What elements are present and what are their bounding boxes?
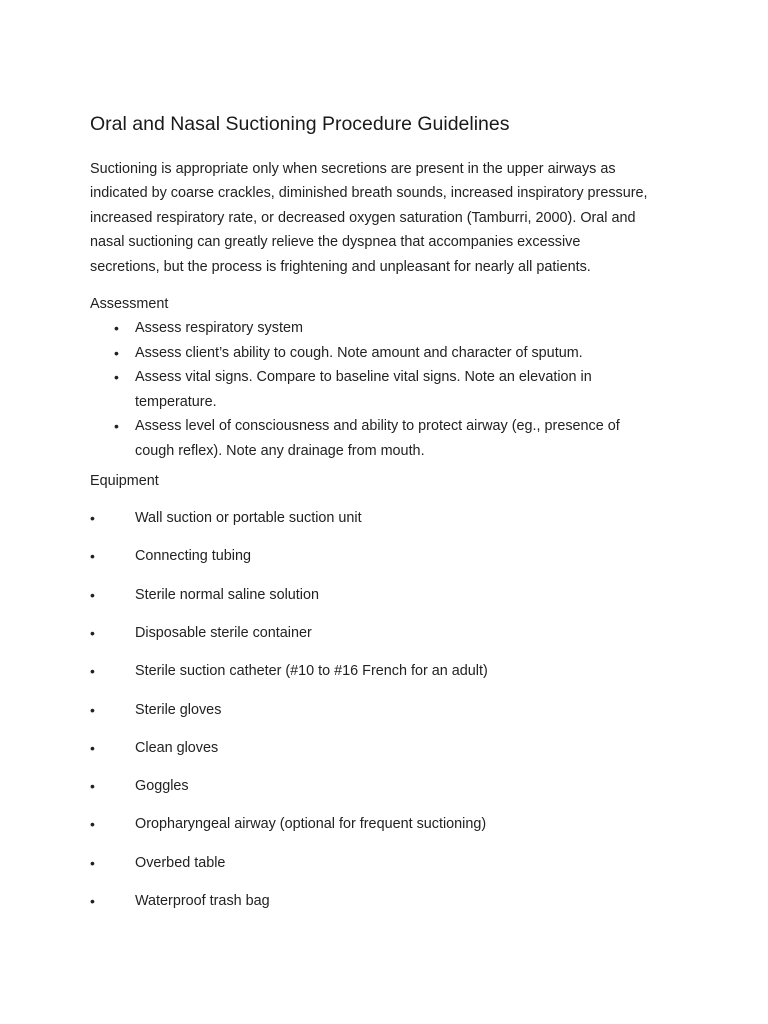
- assessment-item-text: Assess respiratory system: [135, 320, 303, 336]
- bullet-icon: •: [90, 893, 95, 909]
- intro-line: increased respiratory rate, or decreased oxygen saturation (Tamburri, 2000). Oral and: [90, 209, 636, 226]
- assessment-item-text: cough reflex). Note any drainage from mouth.: [135, 442, 425, 459]
- equipment-item-text: Wall suction or portable suction unit: [135, 510, 362, 526]
- assessment-heading: Assessment: [90, 296, 169, 312]
- page-title: Oral and Nasal Suctioning Procedure Guidelines: [90, 113, 510, 135]
- equipment-item-text: Sterile normal saline solution: [135, 586, 319, 603]
- bullet-icon: •: [90, 624, 95, 641]
- assessment-item-text: Assess vital signs. Compare to baseline vital signs. Note an elevation in: [135, 369, 592, 386]
- equipment-item-text: Waterproof trash bag: [135, 893, 270, 909]
- assessment-item-text: Assess client’s ability to cough. Note amount and character of sputum.: [135, 344, 583, 361]
- intro-line: indicated by coarse crackles, diminished breath sounds, increased inspiratory pressure,: [90, 185, 648, 202]
- assessment-item-text: Assess level of consciousness and ability to protect airway (eg., presence of: [135, 418, 620, 435]
- equipment-item-text: Overbed table: [135, 854, 226, 871]
- bullet-icon: •: [90, 548, 95, 565]
- equipment-item-text: Goggles: [135, 778, 189, 795]
- bullet-icon: •: [90, 778, 95, 795]
- bullet-icon: •: [114, 320, 119, 336]
- bullet-icon: •: [114, 369, 119, 386]
- bullet-icon: •: [90, 739, 95, 756]
- bullet-icon: •: [90, 663, 95, 680]
- bullet-icon: •: [90, 816, 95, 833]
- equipment-item-text: Connecting tubing: [135, 548, 252, 565]
- intro-paragraph: [90, 157, 690, 279]
- assessment-item: [90, 365, 690, 414]
- equipment-item-text: Clean gloves: [135, 739, 219, 756]
- bullet-icon: •: [114, 344, 119, 361]
- intro-line: Suctioning is appropriate only when secretions are present in the upper airways as: [90, 161, 616, 177]
- assessment-item: [90, 414, 690, 463]
- bullet-icon: •: [90, 586, 95, 603]
- equipment-item-text: Disposable sterile container: [135, 624, 312, 641]
- equipment-heading: Equipment: [90, 473, 159, 489]
- equipment-item-text: Oropharyngeal airway (optional for frequent suctioning): [135, 816, 487, 833]
- bullet-icon: •: [90, 854, 95, 871]
- intro-line: nasal suctioning can greatly relieve the dyspnea that accompanies excessive: [90, 234, 581, 251]
- bullet-icon: •: [90, 701, 95, 718]
- bullet-icon: •: [114, 418, 119, 435]
- assessment-item: [90, 341, 690, 366]
- equipment-item-text: Sterile gloves: [135, 701, 222, 718]
- intro-line: secretions, but the process is frightening and unpleasant for nearly all patients.: [90, 258, 591, 275]
- bullet-icon: •: [90, 510, 95, 526]
- assessment-item-text: temperature.: [135, 393, 217, 410]
- equipment-item-text: Sterile suction catheter (#10 to #16 French for an adult): [135, 663, 488, 680]
- assessment-item: [90, 316, 690, 341]
- assessment-list: [90, 316, 690, 464]
